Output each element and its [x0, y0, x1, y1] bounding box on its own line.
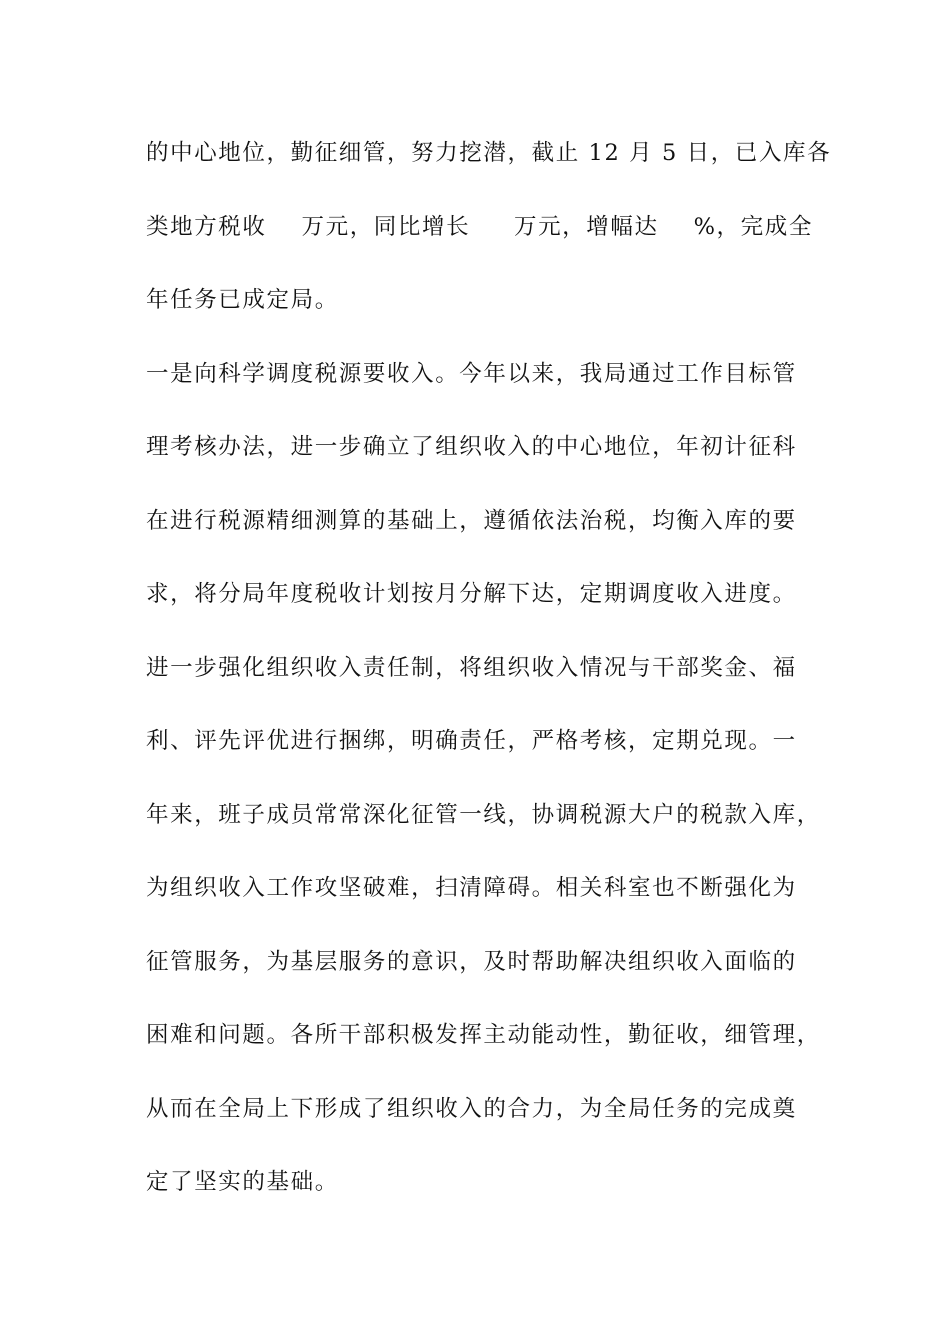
- text-line: 利、评先评优进行捆绑，明确责任，严格考核，定期兑现。一: [146, 728, 797, 754]
- text-line: 求，将分局年度税收计划按月分解下达，定期调度收入进度。: [146, 581, 797, 607]
- text-line: 征管服务，为基层服务的意识，及时帮助解决组织收入面临的: [146, 948, 797, 975]
- text-line: 困难和问题。各所干部积极发挥主动能动性，勤征收，细管理，: [146, 1022, 821, 1048]
- text-line: 一是向科学调度税源要收入。今年以来，我局通过工作目标管: [146, 360, 797, 387]
- text-line: 年来，班子成员常常深化征管一线，协调税源大户的税款入库，: [146, 801, 821, 828]
- text-line: 年任务已成定局。: [146, 287, 339, 313]
- text-line: 从而在全局上下形成了组织收入的合力，为全局任务的完成奠: [146, 1095, 797, 1122]
- text-line: 为组织收入工作攻坚破难，扫清障碍。相关科室也不断强化为: [146, 875, 797, 901]
- text-line: 在进行税源精细测算的基础上，遵循依法治税，均衡入库的要: [146, 507, 797, 534]
- text-line: 理考核办法，进一步确立了组织收入的中心地位，年初计征科: [146, 434, 797, 460]
- text-line: 进一步强化组织收入责任制，将组织收入情况与干部奖金、福: [146, 654, 797, 681]
- text-line: 的中心地位，勤征细管，努力挖潜，截止 12 月 5 日，已入库各: [146, 140, 832, 166]
- body-text: [146, 130, 832, 1233]
- text-line: 类地方税收 万元，同比增长 万元，增幅达 %，完成全: [146, 213, 813, 240]
- text-line: 定了坚实的基础。: [146, 1169, 339, 1195]
